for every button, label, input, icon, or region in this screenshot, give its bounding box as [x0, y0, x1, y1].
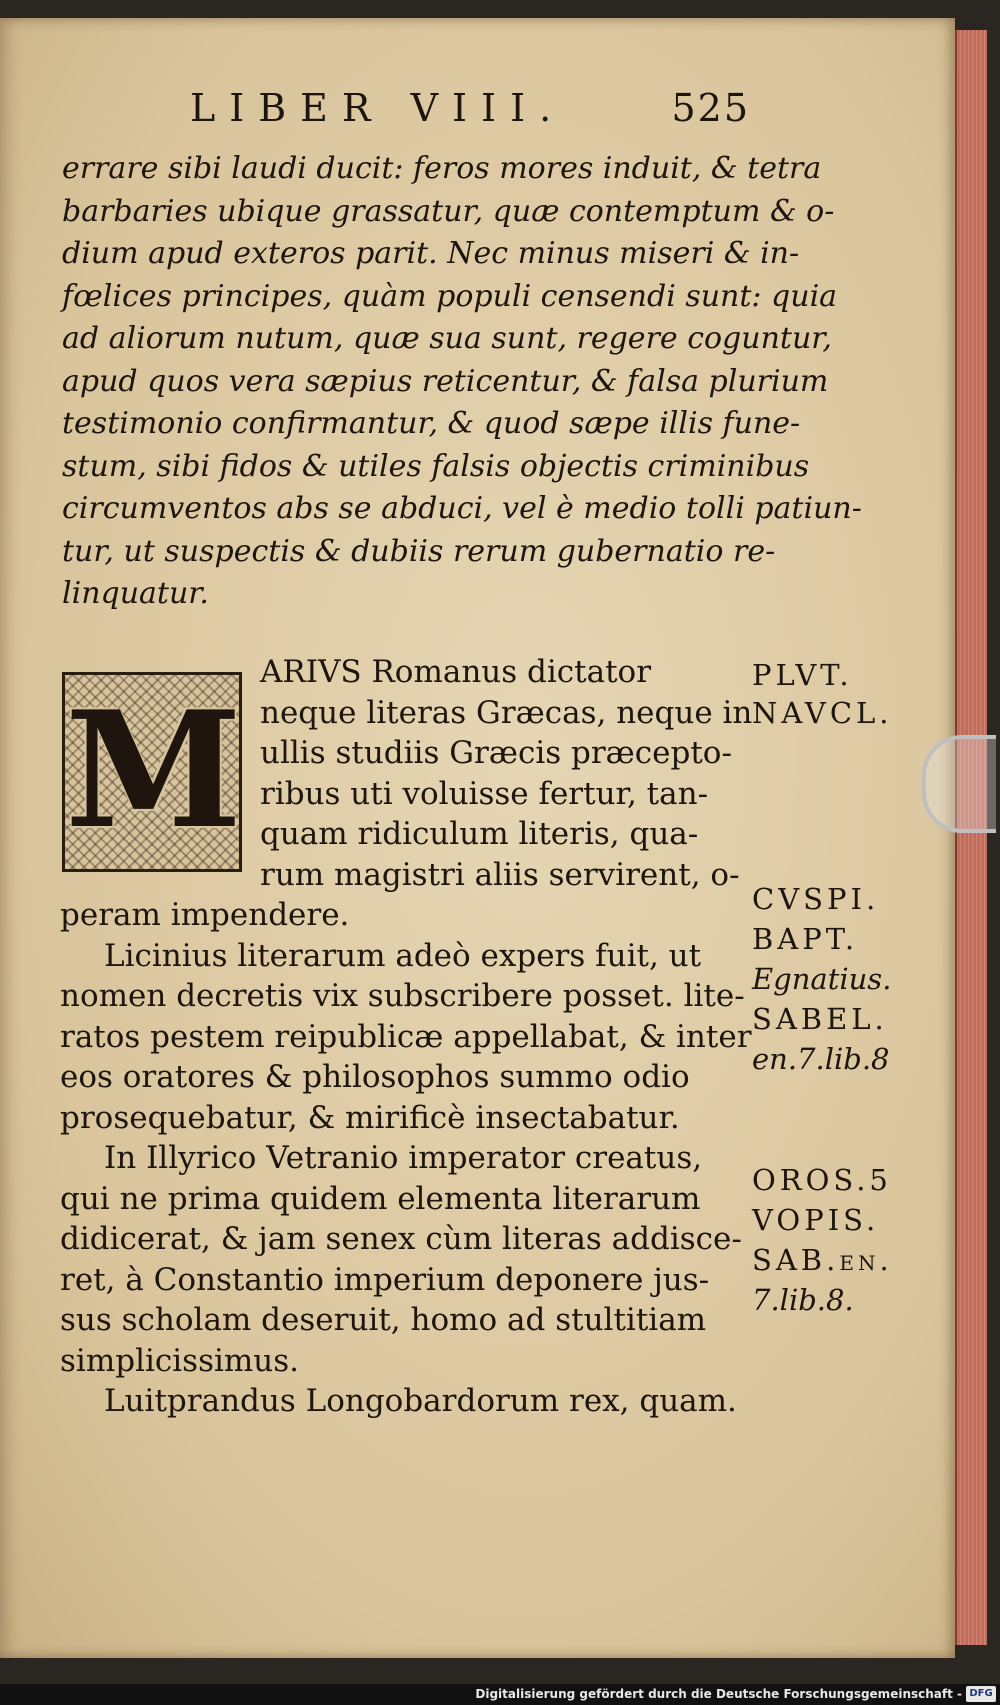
text-line: quam ridiculum literis, qua- — [260, 816, 699, 852]
margin-note: BAPT. — [752, 922, 859, 956]
text-line: ribus uti voluisse fertur, tan- — [260, 775, 709, 812]
dfg-logo: DFG — [966, 1686, 996, 1702]
footer-bar — [0, 1684, 1000, 1705]
margin-note: Egnatius. — [752, 962, 892, 996]
margin-note: 7.lib.8. — [752, 1283, 854, 1317]
text-line: qui ne prima quidem elementa literarum — [60, 1180, 701, 1217]
margin-note: VOPIS. — [752, 1203, 880, 1237]
text-line: ratos pestem reipublicæ appellabat, & inter — [60, 1018, 752, 1055]
margin-note: PLVT. — [752, 658, 853, 692]
page — [0, 18, 955, 1658]
text-line: prosequebatur, & mirificè insectabatur. — [60, 1099, 680, 1136]
text-line: rum magistri aliis servirent, o- — [260, 856, 740, 893]
italic-line: dium apud exteros parit. Nec minus miseri & in- — [62, 236, 800, 271]
margin-note: CVSPI. — [752, 882, 880, 916]
text-line: In Illyrico Vetranio imperator creatus, — [104, 1140, 703, 1176]
margin-note: SABEL. — [752, 1002, 888, 1036]
italic-line: testimonio confirmantur, & quod sæpe illis fune- — [62, 406, 801, 441]
text-line: nomen decretis vix subscribere posset. lite- — [60, 978, 745, 1014]
text-line: Licinius literarum adeò expers fuit, ut — [104, 937, 702, 974]
margin-note: SAB.en. — [752, 1243, 893, 1277]
margin-note: NAVCL. — [752, 696, 893, 730]
text-line: didicerat, & jam senex cùm literas addisce- — [60, 1221, 742, 1257]
text-line: ARIVS Romanus dictator — [260, 654, 652, 690]
text-line: sus scholam deseruit, homo ad stultitiam — [60, 1302, 707, 1338]
text-line: neque literas Græcas, neque in — [260, 694, 753, 731]
italic-line: linquatur. — [62, 576, 209, 611]
italic-paragraph — [62, 148, 862, 616]
italic-line: tur, ut suspectis & dubiis rerum gubernatio re- — [62, 533, 776, 569]
running-head — [190, 86, 750, 134]
text-line: peram impendere. — [60, 897, 350, 933]
page-number: 525 — [671, 86, 750, 130]
footer-text: Digitalisierung gefördert durch die Deutsche Forschungsgemeinschaft - — [475, 1687, 962, 1701]
initial-letter: M — [65, 676, 243, 864]
roman-text — [60, 652, 753, 1422]
italic-line: fœlices principes, quàm populi censendi sunt: quia — [62, 278, 838, 314]
italic-line: barbaries ubique grassatur, quæ contemptum & o- — [62, 193, 835, 229]
text-line: simplicissimus. — [60, 1342, 300, 1379]
margin-note: en.7.lib.8 — [752, 1042, 890, 1076]
italic-line: ad aliorum nutum, quæ sua sunt, regere coguntur, — [62, 321, 832, 356]
margin-note: OROS.5 — [752, 1163, 892, 1197]
italic-line: circumventos abs se abduci, vel è medio tolli patiun- — [62, 491, 862, 526]
page-clip — [922, 735, 996, 833]
text-line: Luitprandus Longobardorum rex, quam. — [104, 1383, 737, 1419]
page-edge — [955, 30, 987, 1645]
text-line: eos oratores & philosophos summo odio — [60, 1059, 690, 1095]
italic-line: apud quos vera sæpius reticentur, & falsa plurium — [62, 363, 829, 399]
text-line: ret, à Constantio imperium deponere jus- — [60, 1261, 710, 1298]
text-line: ullis studiis Græcis præcepto- — [260, 735, 732, 771]
italic-line: stum, sibi fidos & utiles falsis objectis criminibus — [62, 448, 810, 484]
running-head-title: LIBER VIII. — [190, 86, 566, 130]
italic-line: errare sibi laudi ducit: feros mores induit, & tetra — [62, 151, 822, 186]
